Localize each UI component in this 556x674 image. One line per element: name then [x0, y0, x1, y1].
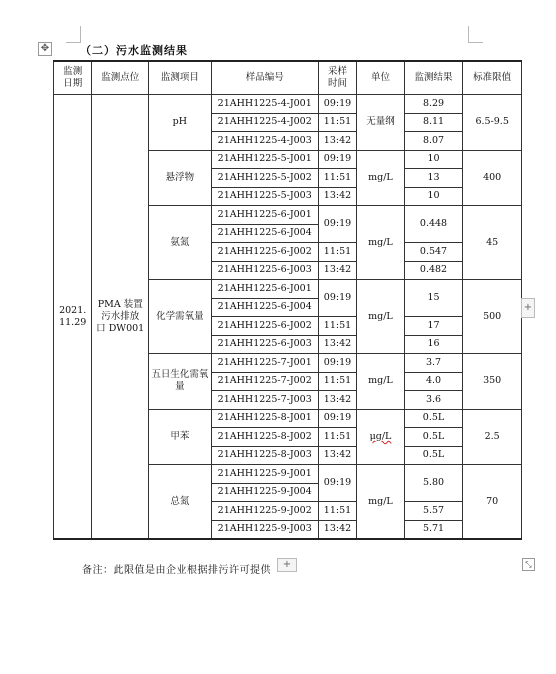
cell-unit: mg/L	[357, 465, 405, 540]
cell-sample-id: 21AHH1225-9-J004	[211, 483, 318, 502]
cell-sample-id: 21AHH1225-6-J004	[211, 224, 318, 243]
cell-sampling-time: 13:42	[318, 335, 356, 354]
cell-sample-id: 21AHH1225-6-J004	[211, 298, 318, 317]
add-row-icon[interactable]: +	[277, 558, 297, 572]
cell-result: 8.07	[404, 132, 463, 151]
header-item: 监测项目	[149, 61, 212, 95]
cell-sampling-time: 11:51	[318, 243, 356, 262]
cell-limit: 45	[463, 206, 522, 280]
cell-sample-id: 21AHH1225-6-J003	[211, 335, 318, 354]
cell-limit: 350	[463, 354, 522, 410]
cell-sample-id: 21AHH1225-9-J001	[211, 465, 318, 484]
cell-sampling-time: 11:51	[318, 113, 356, 132]
cell-unit: mg/L	[357, 150, 405, 206]
header-date: 监测 日期	[54, 61, 92, 95]
cell-sample-id: 21AHH1225-8-J003	[211, 446, 318, 465]
table-body	[54, 95, 522, 540]
header-unit: 单位	[357, 61, 405, 95]
table-row	[54, 95, 522, 114]
cell-result: 0.5L	[404, 446, 463, 465]
cell-result: 3.7	[404, 354, 463, 373]
cell-sampling-time: 13:42	[318, 261, 356, 280]
section-title: （二）污水监测结果	[80, 44, 188, 57]
cell-unit: mg/L	[357, 354, 405, 410]
table-resize-icon[interactable]: ⤡	[522, 558, 535, 571]
cell-sample-id: 21AHH1225-7-J001	[211, 354, 318, 373]
margin-corner-top-left	[66, 26, 81, 43]
header-limit: 标准限值	[463, 61, 522, 95]
cell-result: 16	[404, 335, 463, 354]
cell-sample-id: 21AHH1225-4-J002	[211, 113, 318, 132]
cell-result: 8.29	[404, 95, 463, 114]
cell-limit: 70	[463, 465, 522, 540]
cell-sample-id: 21AHH1225-8-J001	[211, 409, 318, 428]
cell-sampling-time: 13:42	[318, 520, 356, 539]
cell-result: 8.11	[404, 113, 463, 132]
cell-sampling-time: 09:19	[318, 95, 356, 114]
cell-result: 17	[404, 317, 463, 336]
cell-sample-id: 21AHH1225-6-J001	[211, 280, 318, 299]
cell-result: 0.547	[404, 243, 463, 262]
cell-unit: mg/L	[357, 206, 405, 280]
cell-unit: 无量纲	[357, 95, 405, 151]
cell-sample-id: 21AHH1225-8-J002	[211, 428, 318, 447]
move-cross-icon[interactable]: ✥	[38, 42, 52, 56]
cell-item: 氨氮	[149, 206, 212, 280]
cell-sampling-time: 13:42	[318, 391, 356, 410]
cell-date: 2021. 11.29	[54, 95, 92, 540]
cell-result: 4.0	[404, 372, 463, 391]
add-column-icon[interactable]: +	[521, 298, 535, 318]
cell-sample-id: 21AHH1225-6-J001	[211, 206, 318, 225]
cell-sampling-time: 11:51	[318, 502, 356, 521]
cell-sampling-time: 09:19	[318, 280, 356, 317]
cell-sampling-time: 09:19	[318, 354, 356, 373]
cell-sample-id: 21AHH1225-5-J003	[211, 187, 318, 206]
cell-sampling-time: 09:19	[318, 465, 356, 502]
cell-sampling-time: 09:19	[318, 206, 356, 243]
cell-sample-id: 21AHH1225-9-J002	[211, 502, 318, 521]
water-monitoring-table	[53, 60, 522, 540]
cell-sampling-time: 11:51	[318, 169, 356, 188]
cell-result: 13	[404, 169, 463, 188]
cell-sampling-time: 09:19	[318, 150, 356, 169]
cell-limit: 2.5	[463, 409, 522, 465]
cell-result: 0.5L	[404, 409, 463, 428]
cell-item: 悬浮物	[149, 150, 212, 206]
header-result: 监测结果	[404, 61, 463, 95]
cell-sampling-time: 11:51	[318, 372, 356, 391]
cell-result: 0.5L	[404, 428, 463, 447]
cell-sample-id: 21AHH1225-9-J003	[211, 520, 318, 539]
cell-result: 3.6	[404, 391, 463, 410]
cell-sample-id: 21AHH1225-7-J003	[211, 391, 318, 410]
cell-sampling-time: 09:19	[318, 409, 356, 428]
cell-unit: μg/L	[357, 409, 405, 465]
header-sample-id: 样品编号	[211, 61, 318, 95]
cell-result: 5.80	[404, 465, 463, 502]
cell-sampling-time: 11:51	[318, 428, 356, 447]
footnote: 备注：此限值是由企业根据排污许可提供	[82, 565, 271, 576]
header-point: 监测点位	[92, 61, 149, 95]
header-sampling-time: 采样 时间	[318, 61, 356, 95]
cell-sample-id: 21AHH1225-4-J001	[211, 95, 318, 114]
cell-sampling-time: 13:42	[318, 132, 356, 151]
cell-sample-id: 21AHH1225-5-J001	[211, 150, 318, 169]
cell-result: 0.482	[404, 261, 463, 280]
cell-limit: 500	[463, 280, 522, 354]
margin-corner-top-right	[468, 26, 483, 43]
cell-sampling-time: 13:42	[318, 446, 356, 465]
cell-sample-id: 21AHH1225-7-J002	[211, 372, 318, 391]
cell-sample-id: 21AHH1225-6-J003	[211, 261, 318, 280]
cell-item: pH	[149, 95, 212, 151]
cell-result: 10	[404, 187, 463, 206]
cell-limit: 6.5-9.5	[463, 95, 522, 151]
cell-sampling-time: 13:42	[318, 187, 356, 206]
cell-result: 10	[404, 150, 463, 169]
cell-item: 化学需氧量	[149, 280, 212, 354]
cell-item: 总氮	[149, 465, 212, 540]
cell-result: 5.71	[404, 520, 463, 539]
cell-sample-id: 21AHH1225-6-J002	[211, 243, 318, 262]
cell-sample-id: 21AHH1225-5-J002	[211, 169, 318, 188]
cell-result: 5.57	[404, 502, 463, 521]
cell-limit: 400	[463, 150, 522, 206]
cell-sample-id: 21AHH1225-4-J003	[211, 132, 318, 151]
cell-point: PMA 装置 污水排放 口 DW001	[92, 95, 149, 540]
cell-sampling-time: 11:51	[318, 317, 356, 336]
cell-sample-id: 21AHH1225-6-J002	[211, 317, 318, 336]
cell-item: 甲苯	[149, 409, 212, 465]
cell-unit: mg/L	[357, 280, 405, 354]
cell-result: 0.448	[404, 206, 463, 243]
cell-item: 五日生化需氧量	[149, 354, 212, 410]
cell-result: 15	[404, 280, 463, 317]
